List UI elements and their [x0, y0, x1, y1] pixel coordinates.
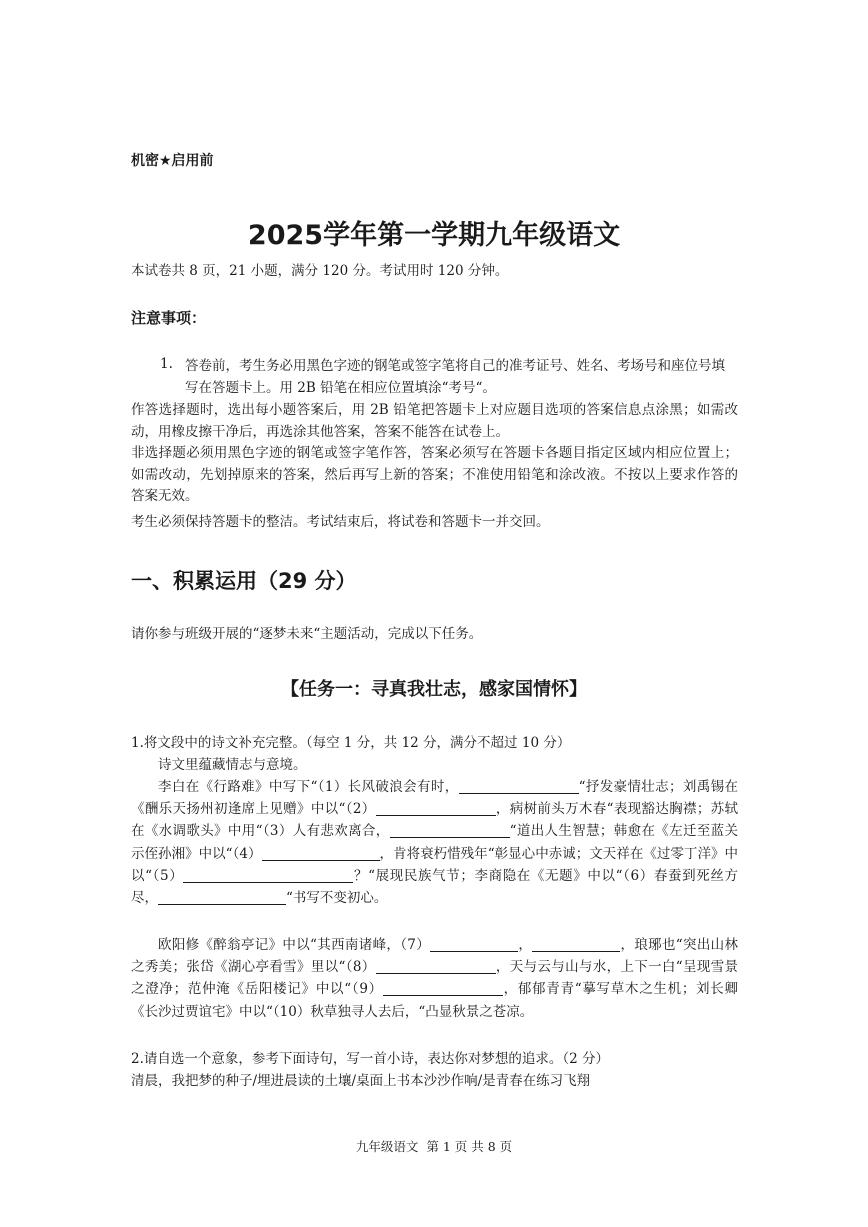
question-1-lead: 诗文里蕴藏情志与意境。 [158, 757, 307, 773]
text-segment: ，琅琊也“突出山林之秀美；张岱《湖心亭看雪》里以“（8） [131, 937, 738, 976]
section-heading: 一、积累运用（29 分） [131, 569, 357, 593]
task-heading: 【任务一：寻真我壮志，感家国情怀】 [281, 679, 587, 700]
text-segment: ，病树前头万木春“表现豁达胸襟；苏轼在《水调歌头》中用“（3）人有悲欢离合， [131, 801, 739, 840]
notice-item-number: 1. [160, 356, 173, 372]
footer-subject: 九年级语文 [355, 1139, 419, 1154]
answer-blank-4[interactable] [262, 846, 380, 861]
notice-item-3: 非选择题必须用黑色字迹的钢笔或签字笔作答，答案必须写在答题卡各题目指定区域内相应位置上；如需改动，先划掉原来的答案，然后再写上新的答案；不准使用铅笔和涂改液。不按以上要求作答的答案无效。 [131, 445, 738, 504]
answer-blank-6[interactable] [158, 890, 286, 905]
footer-page-number: 第 1 页 共 8 页 [426, 1139, 513, 1154]
question-1-stem: 1.将文段中的诗文补充完整。（每空 1 分，共 12 分，满分不超过 10 分） [131, 735, 571, 751]
text-segment: “抒发豪情壮志；刘禹锡在《酬乐天扬州初逢席上见赠》中以“（2） [131, 779, 738, 818]
text-segment: ，天与云与山与水，上下一白“呈现雪景之澄净；范仲淹《岳阳楼记》中以“（9） [131, 959, 739, 998]
notice-item-1: 答卷前，考生务必用黑色字迹的钢笔或签字笔将自己的准考证号、姓名、考场号和座位号填写在答题卡上。用 2B 铅笔在相应位置填涂“考号“。 [185, 358, 725, 396]
text-segment: ，郁郁青青“摹写草木之生机；刘长卿《长沙过贾谊宅》中以“（10）秋草独寻人去后，“凸显秋景之苍凉。 [131, 981, 738, 1020]
text-segment: “道出人生智慧；韩愈在《左迁至蓝关示侄孙湘》中以“（4） [131, 823, 738, 862]
question-2-example: 清晨，我把梦的种子/埋进晨读的土壤/桌面上书本沙沙作响/是青春在练习飞翔 [131, 1073, 591, 1089]
section-intro: 请你参与班级开展的“逐梦未来“主题活动，完成以下任务。 [131, 626, 483, 642]
notice-heading: 注意事项： [131, 309, 207, 327]
answer-blank-5[interactable] [183, 868, 353, 883]
question-1-paragraph-2 [131, 934, 738, 1023]
answer-blank-3[interactable] [390, 823, 510, 838]
exam-info: 本试卷共 8 页，21 小题，满分 120 分。考试用时 120 分钟。 [131, 263, 509, 279]
answer-blank-7a[interactable] [430, 937, 518, 952]
page-title: 2025学年第一学期九年级语文 [247, 220, 621, 251]
answer-blank-1[interactable] [459, 779, 579, 794]
text-segment: ？“展现民族气节；李商隐在《无题》中以“（6）春蚕到死丝方尽， [131, 867, 738, 907]
question-2-stem: 2.请自选一个意象，参考下面诗句，写一首小诗，表达你对梦想的追求。（2 分） [131, 1051, 610, 1067]
text-segment: ， [518, 937, 533, 953]
confidential-mark: 机密★启用前 [131, 153, 214, 169]
answer-blank-2[interactable] [376, 801, 496, 816]
text-segment: “书写不变初心。 [286, 890, 388, 907]
page-footer [0, 1137, 868, 1155]
text-segment: ，肯将衰朽惜残年“彰显心中赤诚；文天祥在《过零丁洋》中以“（5） [131, 845, 739, 884]
text-segment: 欧阳修《醉翁亭记》中以“其西南诸峰，（7） [158, 937, 431, 953]
answer-blank-7b[interactable] [532, 937, 620, 952]
answer-blank-8[interactable] [376, 959, 496, 974]
text-segment: 李白在《行路难》中写下“（1）长风破浪会有时， [158, 779, 459, 795]
notice-item-4: 考生必须保持答题卡的整洁。考试结束后，将试卷和答题卡一并交回。 [131, 514, 550, 530]
question-1-paragraph-1 [131, 776, 738, 909]
answer-blank-9[interactable] [383, 981, 503, 996]
notice-item-2: 作答选择题时，选出每小题答案后，用 2B 铅笔把答题卡上对应题目选项的答案信息点涂黑；如需改动，用橡皮擦干净后，再选涂其他答案，答案不能答在试卷上。 [131, 402, 738, 440]
